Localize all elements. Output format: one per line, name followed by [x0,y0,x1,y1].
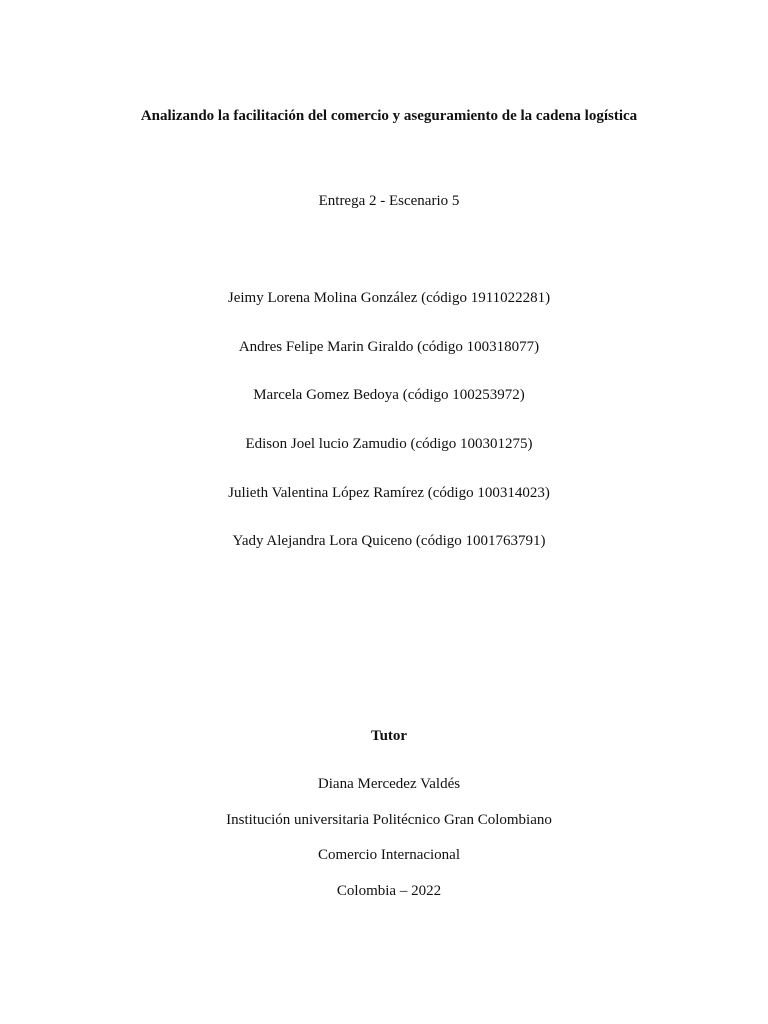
author-item: Edison Joel lucio Zamudio (código 100301275) [245,436,533,452]
program-name: Comercio Internacional [317,847,461,863]
tutor-heading: Tutor [370,728,408,744]
document-title: Analizando la facilitación del comercio y aseguramiento de la cadena logística [140,108,638,124]
document-subtitle: Entrega 2 - Escenario 5 [318,193,460,209]
institution-name: Institución universitaria Politécnico Gran Colombiano [226,812,552,828]
author-item: Jeimy Lorena Molina González (código 1911022281) [227,290,551,306]
author-item: Julieth Valentina López Ramírez (código 100314023) [228,485,550,501]
author-item: Yady Alejandra Lora Quiceno (código 1001763791) [232,533,546,549]
author-item: Andres Felipe Marin Giraldo (código 100318077) [238,339,540,355]
author-item: Marcela Gomez Bedoya (código 100253972) [253,387,525,403]
place-year: Colombia – 2022 [336,883,442,899]
tutor-name: Diana Mercedez Valdés [317,776,461,792]
